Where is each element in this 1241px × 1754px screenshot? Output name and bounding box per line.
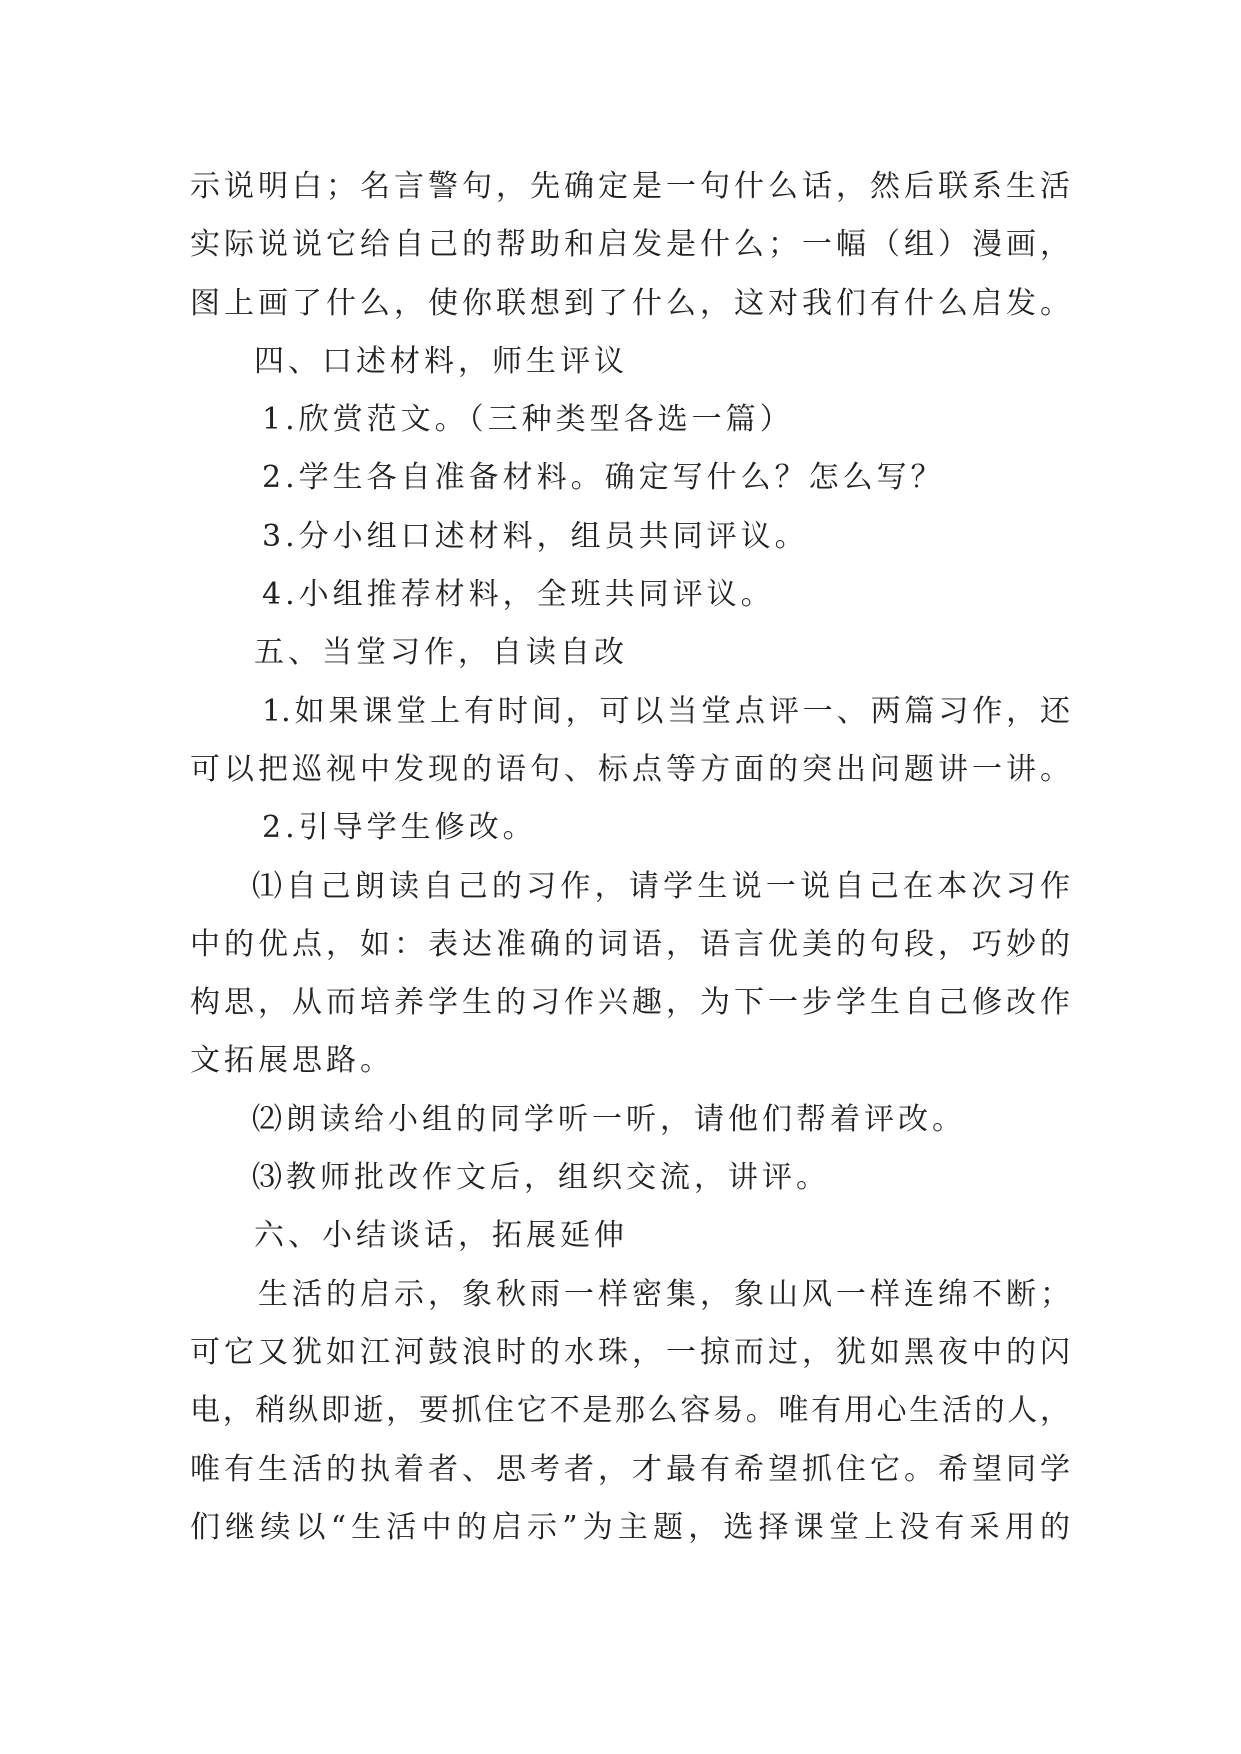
- list-item: 4.小组推荐材料，全班共同评议。: [262, 577, 775, 613]
- text-line: 可以把巡视中发现的语句、标点等方面的突出问题讲一讲。: [190, 751, 1070, 787]
- text-line: 示说明白；名言警句，先确定是一句什么话，然后联系生活: [190, 169, 1070, 204]
- list-item: 2.引导学生修改。: [262, 810, 537, 846]
- section-heading: 四、口述材料，师生评议: [254, 343, 628, 379]
- list-item: 1.欣赏范文。（三种类型各选一篇）: [262, 402, 794, 438]
- text-line: 电，稍纵即逝，要抓住它不是那么容易。唯有用心生活的人，: [190, 1393, 1070, 1429]
- text-line: 中的优点，如：表达准确的词语，语言优美的句段，巧妙的: [190, 926, 1070, 962]
- text-line: 们继续以“生活中的启示”为主题，选择课堂上没有采用的: [190, 1509, 1070, 1545]
- text-line: 图上画了什么，使你联想到了什么，这对我们有什么启发。: [190, 285, 1070, 321]
- text-line: 实际说说它给自己的帮助和启发是什么；一幅（组）漫画，: [190, 227, 1070, 263]
- body-text: [190, 158, 1070, 1557]
- text-line: 唯有生活的执着者、思考者，才最有希望抓住它。希望同学: [190, 1451, 1070, 1487]
- sub-item: ⑴自己朗读自己的习作，请学生说一说自己在本次习作: [252, 868, 1070, 904]
- paragraph-start: 生活的启示，象秋雨一样密集，象山风一样连绵不断；: [258, 1276, 1070, 1312]
- section-heading: 五、当堂习作，自读自改: [254, 635, 628, 671]
- sub-item: ⑵朗读给小组的同学听一听，请他们帮着评改。: [252, 1101, 966, 1137]
- text-line: 构思，从而培养学生的习作兴趣，为下一步学生自己修改作: [190, 985, 1070, 1021]
- list-item: 3.分小组口述材料，组员共同评议。: [262, 518, 809, 554]
- list-item: 1.如果课堂上有时间，可以当堂点评一、两篇习作，还: [262, 693, 1070, 729]
- section-heading: 六、小结谈话，拓展延伸: [254, 1218, 628, 1254]
- text-line: 可它又犹如江河鼓浪时的水珠，一掠而过，犹如黑夜中的闪: [190, 1334, 1070, 1370]
- text-line: 文拓展思路。: [190, 1043, 394, 1079]
- list-item: 2.学生各自准备材料。确定写什么？怎么写？: [262, 460, 945, 496]
- sub-item: ⑶教师批改作文后，组织交流，讲评。: [252, 1160, 830, 1196]
